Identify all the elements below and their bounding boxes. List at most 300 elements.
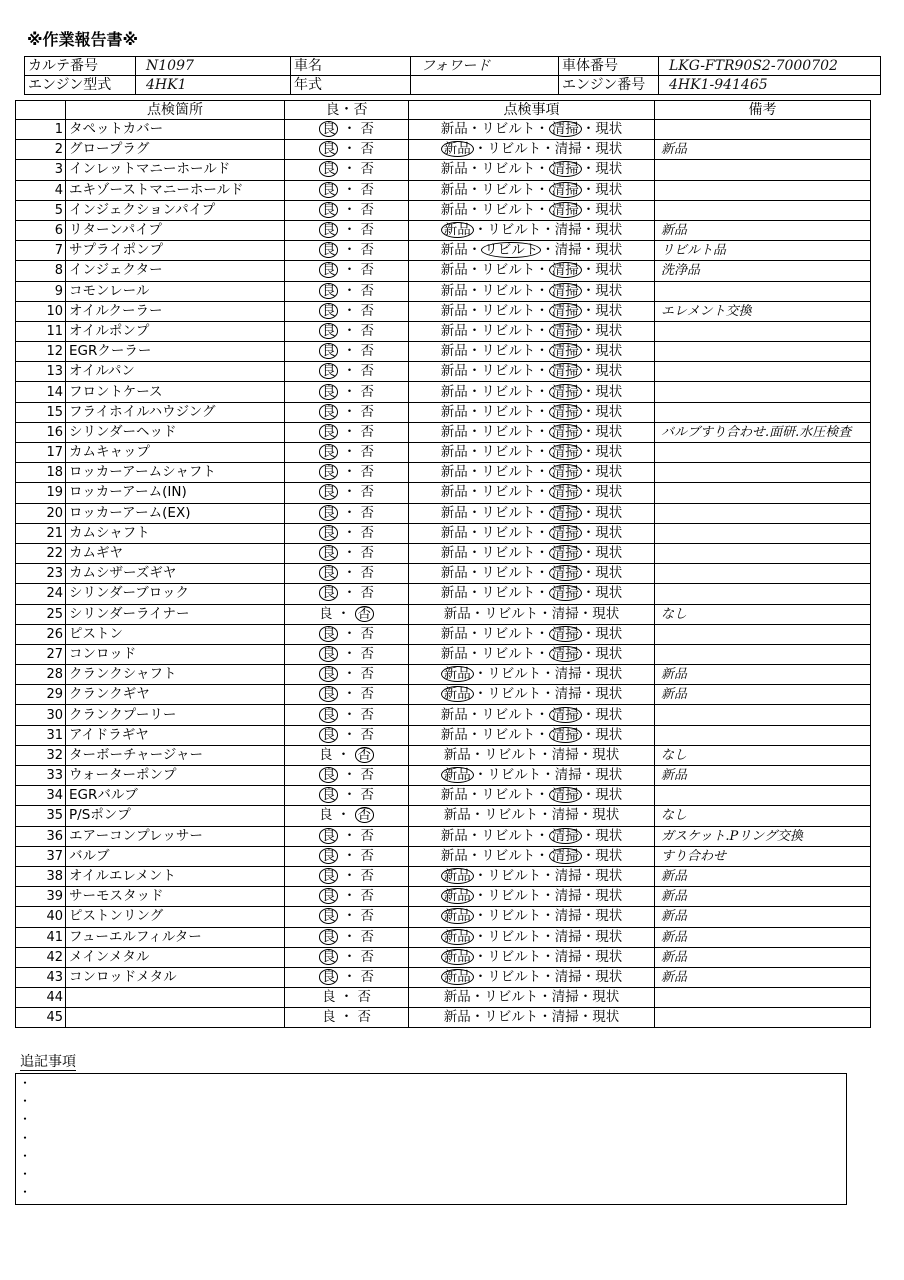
- action-option: 現状: [595, 888, 623, 905]
- table-row: [16, 180, 871, 200]
- table-row: [16, 887, 871, 907]
- action-option: 新品: [440, 585, 468, 602]
- judge-option: 良: [319, 323, 339, 339]
- action-option: 新品: [440, 423, 468, 440]
- action-options: 新品・ リビルト ・清掃・現状: [409, 241, 655, 261]
- action-options: 新品・リビルト・ 清掃 ・現状: [409, 523, 655, 543]
- judge-option: 否: [360, 363, 375, 380]
- judge-option: 良: [319, 686, 339, 702]
- action-option: 清掃: [549, 828, 582, 844]
- judge-option: 良: [319, 384, 339, 400]
- action-option: 現状: [595, 686, 623, 703]
- judge-options: 良 ・ 否: [285, 887, 409, 907]
- table-row: [16, 644, 871, 664]
- action-option: 新品: [440, 403, 468, 420]
- judge-option: 否: [360, 423, 375, 440]
- action-option: 現状: [595, 726, 623, 743]
- row-number: 15: [16, 402, 66, 422]
- row-number: 13: [16, 362, 66, 382]
- judge-option: 良: [319, 404, 339, 420]
- row-number: 1: [16, 120, 66, 140]
- judge-option: 良: [319, 424, 339, 440]
- action-option: 新品: [440, 545, 468, 562]
- remark: [655, 786, 871, 806]
- action-options: 新品・リビルト・ 清掃 ・現状: [409, 301, 655, 321]
- judge-option: 否: [360, 484, 375, 501]
- header-action: 点検事項: [409, 101, 655, 120]
- remark: 新品: [655, 947, 871, 967]
- action-option: 新品: [443, 807, 471, 824]
- action-option: 新品: [441, 141, 474, 157]
- row-number: 24: [16, 584, 66, 604]
- action-option: リビルト: [481, 565, 536, 582]
- action-options: 新品 ・リビルト・清掃・現状: [409, 766, 655, 786]
- judge-option: 否: [357, 989, 372, 1006]
- judge-options: 良 ・ 否: [285, 241, 409, 261]
- action-option: 清掃: [554, 968, 582, 985]
- year-label: 年式: [291, 76, 411, 95]
- judge-options: 良 ・ 否: [285, 745, 409, 765]
- judge-option: 否: [360, 141, 375, 158]
- judge-option: 良: [319, 182, 339, 198]
- table-row: [16, 766, 871, 786]
- judge-option: 否: [360, 322, 375, 339]
- judge-options: 良 ・ 否: [285, 786, 409, 806]
- action-options: 新品・リビルト・ 清掃 ・現状: [409, 564, 655, 584]
- action-option: 現状: [595, 262, 623, 279]
- table-row: [16, 947, 871, 967]
- row-number: 28: [16, 665, 66, 685]
- remark: ガスケット.Pリング交換: [655, 826, 871, 846]
- table-row: [16, 1008, 871, 1028]
- action-option: リビルト: [487, 222, 542, 239]
- action-option: 新品: [440, 201, 468, 218]
- engine-model-label: エンジン型式: [25, 76, 136, 95]
- table-row: [16, 604, 871, 624]
- part-name: コンロッドメタル: [66, 967, 285, 987]
- judge-options: 良 ・ 否: [285, 766, 409, 786]
- judge-option: 良: [319, 666, 339, 682]
- action-option: 現状: [595, 444, 623, 461]
- part-name: ロッカーアーム(EX): [66, 503, 285, 523]
- part-name: オイルクーラー: [66, 301, 285, 321]
- row-number: 19: [16, 483, 66, 503]
- action-options: 新品・リビルト・ 清掃 ・現状: [409, 261, 655, 281]
- row-number: 3: [16, 160, 66, 180]
- row-number: 8: [16, 261, 66, 281]
- part-name: タペットカバー: [66, 120, 285, 140]
- judge-option: 良: [319, 505, 339, 521]
- action-option: 清掃: [549, 424, 582, 440]
- judge-option: 否: [360, 504, 375, 521]
- table-row: [16, 483, 871, 503]
- table-row: [16, 806, 871, 826]
- judge-option: 否: [360, 565, 375, 582]
- action-option: 新品: [440, 121, 468, 138]
- judge-option: 否: [360, 222, 375, 239]
- action-option: 清掃: [551, 807, 579, 824]
- table-row: [16, 120, 871, 140]
- action-options: 新品・リビルト・清掃・現状: [409, 806, 655, 826]
- action-option: 現状: [595, 282, 623, 299]
- remark: [655, 160, 871, 180]
- action-option: 新品: [440, 484, 468, 501]
- row-number: 10: [16, 301, 66, 321]
- action-option: 清掃: [549, 363, 582, 379]
- action-option: リビルト: [481, 706, 536, 723]
- remark: すり合わせ: [655, 846, 871, 866]
- judge-option: 良: [319, 242, 339, 258]
- action-option: リビルト: [487, 888, 542, 905]
- judge-option: 否: [360, 383, 375, 400]
- action-options: 新品・リビルト・ 清掃 ・現状: [409, 705, 655, 725]
- judge-option: 良: [318, 807, 333, 824]
- action-option: 新品: [440, 847, 468, 864]
- judge-option: 良: [319, 888, 339, 904]
- judge-options: 良 ・ 否: [285, 685, 409, 705]
- action-option: 新品: [440, 181, 468, 198]
- action-option: 現状: [595, 524, 623, 541]
- action-option: リビルト: [481, 444, 536, 461]
- judge-option: 良: [319, 767, 339, 783]
- action-option: リビルト: [481, 726, 536, 743]
- action-option: 新品: [440, 242, 468, 259]
- action-option: リビルト: [481, 282, 536, 299]
- action-option: 現状: [592, 605, 620, 622]
- table-row: [16, 584, 871, 604]
- action-option: 現状: [595, 545, 623, 562]
- action-option: 新品: [440, 625, 468, 642]
- judge-options: 良 ・ 否: [285, 200, 409, 220]
- table-row: [16, 422, 871, 442]
- row-number: 22: [16, 543, 66, 563]
- remark: [655, 342, 871, 362]
- judge-option: 否: [360, 444, 375, 461]
- action-option: 清掃: [554, 666, 582, 683]
- action-option: 新品: [440, 363, 468, 380]
- inspection-table: [15, 100, 871, 1028]
- part-name: クランクシャフト: [66, 665, 285, 685]
- row-number: 30: [16, 705, 66, 725]
- remark: なし: [655, 604, 871, 624]
- action-option: 清掃: [554, 928, 582, 945]
- row-number: 44: [16, 988, 66, 1008]
- remark: エレメント交換: [655, 301, 871, 321]
- action-options: 新品・リビルト・ 清掃 ・現状: [409, 180, 655, 200]
- action-option: 新品: [443, 989, 471, 1006]
- chassis-value: LKG-FTR90S2-7000702: [659, 57, 881, 76]
- row-number: 9: [16, 281, 66, 301]
- table-row: [16, 685, 871, 705]
- row-number: 23: [16, 564, 66, 584]
- table-row: [16, 220, 871, 240]
- action-option: 清掃: [549, 545, 582, 561]
- action-option: 清掃: [549, 283, 582, 299]
- part-name: EGRクーラー: [66, 342, 285, 362]
- judge-option: 良: [321, 1009, 336, 1026]
- action-option: 新品: [440, 161, 468, 178]
- notes-line: ・: [19, 1094, 32, 1109]
- action-option: 清掃: [554, 242, 582, 259]
- part-name: P/Sポンプ: [66, 806, 285, 826]
- judge-option: 否: [357, 1009, 372, 1026]
- row-number: 37: [16, 846, 66, 866]
- action-option: 現状: [595, 121, 623, 138]
- action-option: 清掃: [549, 343, 582, 359]
- judge-options: 良 ・ 否: [285, 705, 409, 725]
- judge-option: 否: [360, 585, 375, 602]
- remark: [655, 564, 871, 584]
- judge-option: 良: [319, 727, 339, 743]
- action-option: 現状: [595, 645, 623, 662]
- judge-options: 良 ・ 否: [285, 422, 409, 442]
- action-option: リビルト: [484, 746, 539, 763]
- row-number: 32: [16, 745, 66, 765]
- table-row: [16, 665, 871, 685]
- table-row: [16, 160, 871, 180]
- part-name: ピストンリング: [66, 907, 285, 927]
- car-name-label: 車名: [291, 57, 411, 76]
- action-option: 現状: [595, 928, 623, 945]
- judge-option: 良: [319, 444, 339, 460]
- action-option: 新品: [441, 686, 474, 702]
- judge-option: 否: [360, 868, 375, 885]
- action-option: 新品: [441, 929, 474, 945]
- action-options: 新品・リビルト・清掃・現状: [409, 745, 655, 765]
- action-option: リビルト: [481, 484, 536, 501]
- judge-options: 良 ・ 否: [285, 665, 409, 685]
- row-number: 35: [16, 806, 66, 826]
- judge-option: 良: [319, 525, 339, 541]
- action-option: 新品: [440, 645, 468, 662]
- header-no: [16, 101, 66, 120]
- action-option: 新品: [441, 222, 474, 238]
- action-options: 新品・リビルト・ 清掃 ・現状: [409, 463, 655, 483]
- action-option: 清掃: [549, 787, 582, 803]
- action-options: 新品 ・リビルト・清掃・現状: [409, 947, 655, 967]
- remark: 新品: [655, 927, 871, 947]
- part-name: コモンレール: [66, 281, 285, 301]
- action-option: 現状: [595, 666, 623, 683]
- remark: なし: [655, 745, 871, 765]
- action-option: 現状: [595, 343, 623, 360]
- action-option: 清掃: [549, 525, 582, 541]
- part-name: シリンダーヘッド: [66, 422, 285, 442]
- action-option: 清掃: [549, 585, 582, 601]
- action-option: リビルト: [487, 928, 542, 945]
- judge-option: 良: [319, 929, 339, 945]
- action-option: 清掃: [549, 727, 582, 743]
- part-name: シリンダーライナー: [66, 604, 285, 624]
- part-name: カムシザーズギヤ: [66, 564, 285, 584]
- action-option: リビルト: [481, 201, 536, 218]
- row-number: 17: [16, 443, 66, 463]
- action-option: 現状: [595, 423, 623, 440]
- action-options: 新品・リビルト・ 清掃 ・現状: [409, 362, 655, 382]
- judge-option: 否: [360, 201, 375, 218]
- row-number: 39: [16, 887, 66, 907]
- car-name-value: フォワード: [411, 57, 559, 76]
- table-row: [16, 705, 871, 725]
- part-name: カムキャップ: [66, 443, 285, 463]
- action-option: リビルト: [481, 545, 536, 562]
- part-name: バルブ: [66, 846, 285, 866]
- judge-options: 良 ・ 否: [285, 725, 409, 745]
- judge-option: 良: [319, 707, 339, 723]
- remark: バルブすり合わせ.面研.水圧検査: [655, 422, 871, 442]
- action-options: 新品・リビルト・ 清掃 ・現状: [409, 846, 655, 866]
- table-row: [16, 200, 871, 220]
- action-option: 清掃: [549, 262, 582, 278]
- part-name: オイルエレメント: [66, 866, 285, 886]
- judge-options: 良 ・ 否: [285, 483, 409, 503]
- remark: [655, 382, 871, 402]
- judge-options: 良 ・ 否: [285, 342, 409, 362]
- action-option: リビルト: [481, 302, 536, 319]
- table-row: [16, 503, 871, 523]
- judge-option: 否: [360, 948, 375, 965]
- row-number: 29: [16, 685, 66, 705]
- judge-options: 良 ・ 否: [285, 967, 409, 987]
- action-option: 現状: [595, 201, 623, 218]
- judge-option: 否: [360, 726, 375, 743]
- notes-line: ・: [19, 1076, 32, 1090]
- judge-option: 良: [319, 484, 339, 500]
- action-option: 新品: [441, 666, 474, 682]
- action-options: 新品 ・リビルト・清掃・現状: [409, 140, 655, 160]
- judge-option: 良: [319, 626, 339, 642]
- action-option: リビルト: [481, 585, 536, 602]
- action-option: 清掃: [549, 323, 582, 339]
- action-option: 新品: [441, 969, 474, 985]
- action-options: 新品・リビルト・ 清掃 ・現状: [409, 483, 655, 503]
- table-row: [16, 826, 871, 846]
- action-option: リビルト: [487, 666, 542, 683]
- table-header-row: [16, 101, 871, 120]
- remark: 新品: [655, 220, 871, 240]
- row-number: 12: [16, 342, 66, 362]
- action-option: 清掃: [554, 686, 582, 703]
- judge-option: 否: [360, 181, 375, 198]
- action-option: リビルト: [487, 868, 542, 885]
- row-number: 41: [16, 927, 66, 947]
- notes-line: ・: [19, 1148, 32, 1163]
- row-number: 16: [16, 422, 66, 442]
- action-option: 新品: [441, 908, 474, 924]
- notes-label: 追記事項: [20, 1054, 76, 1070]
- table-row: [16, 564, 871, 584]
- action-option: 現状: [595, 403, 623, 420]
- remark: [655, 584, 871, 604]
- karte-label: カルテ番号: [25, 57, 136, 76]
- action-option: リビルト: [481, 161, 536, 178]
- action-option: 新品: [440, 282, 468, 299]
- judge-option: 否: [360, 888, 375, 905]
- action-option: 清掃: [549, 182, 582, 198]
- judge-options: 良 ・ 否: [285, 907, 409, 927]
- action-option: リビルト: [481, 322, 536, 339]
- action-option: リビルト: [481, 181, 536, 198]
- judge-option: 否: [360, 625, 375, 642]
- action-option: リビルト: [481, 383, 536, 400]
- judge-option: 否: [360, 464, 375, 481]
- remark: リビルト品: [655, 241, 871, 261]
- action-option: リビルト: [484, 807, 539, 824]
- action-option: 清掃: [549, 484, 582, 500]
- action-option: リビルト: [484, 605, 539, 622]
- judge-options: 良 ・ 否: [285, 846, 409, 866]
- judge-options: 良 ・ 否: [285, 301, 409, 321]
- remark: [655, 180, 871, 200]
- action-option: 現状: [595, 363, 623, 380]
- row-number: 21: [16, 523, 66, 543]
- action-option: リビルト: [487, 968, 542, 985]
- action-option: 新品: [443, 746, 471, 763]
- table-row: [16, 443, 871, 463]
- part-name: カムシャフト: [66, 523, 285, 543]
- action-option: 現状: [595, 968, 623, 985]
- action-options: 新品・リビルト・ 清掃 ・現状: [409, 342, 655, 362]
- part-name: ウォーターポンプ: [66, 766, 285, 786]
- action-option: 新品: [440, 383, 468, 400]
- judge-options: 良 ・ 否: [285, 644, 409, 664]
- notes-line: ・: [19, 1166, 32, 1181]
- part-name: サプライポンプ: [66, 241, 285, 261]
- table-row: [16, 463, 871, 483]
- part-name: フロントケース: [66, 382, 285, 402]
- judge-option: 良: [319, 283, 339, 299]
- action-options: 新品・リビルト・ 清掃 ・現状: [409, 644, 655, 664]
- action-options: 新品 ・リビルト・清掃・現状: [409, 685, 655, 705]
- action-options: 新品 ・リビルト・清掃・現状: [409, 866, 655, 886]
- table-row: [16, 382, 871, 402]
- action-option: 現状: [592, 989, 620, 1006]
- remark: [655, 543, 871, 563]
- action-options: 新品 ・リビルト・清掃・現状: [409, 927, 655, 947]
- remark: 新品: [655, 967, 871, 987]
- action-option: リビルト: [481, 464, 536, 481]
- action-option: 現状: [595, 504, 623, 521]
- table-row: [16, 321, 871, 341]
- table-row: [16, 927, 871, 947]
- row-number: 38: [16, 866, 66, 886]
- part-name: グロープラグ: [66, 140, 285, 160]
- row-number: 7: [16, 241, 66, 261]
- document-title: ※作業報告書※: [27, 30, 139, 49]
- judge-options: 良 ・ 否: [285, 180, 409, 200]
- judge-options: 良 ・ 否: [285, 402, 409, 422]
- part-name: エキゾーストマニーホールド: [66, 180, 285, 200]
- judge-option: 否: [360, 282, 375, 299]
- judge-options: 良 ・ 否: [285, 826, 409, 846]
- remark: [655, 321, 871, 341]
- judge-option: 否: [360, 706, 375, 723]
- action-option: 現状: [592, 1009, 620, 1026]
- judge-option: 否: [360, 343, 375, 360]
- judge-options: 良 ・ 否: [285, 604, 409, 624]
- action-option: 新品: [440, 504, 468, 521]
- part-name: フューエルフィルター: [66, 927, 285, 947]
- action-option: 現状: [595, 464, 623, 481]
- action-option: 清掃: [554, 141, 582, 158]
- row-number: 27: [16, 644, 66, 664]
- action-option: 新品: [441, 949, 474, 965]
- judge-option: 否: [360, 968, 375, 985]
- judge-option: 否: [360, 787, 375, 804]
- header-table: [24, 56, 881, 95]
- action-option: リビルト: [481, 625, 536, 642]
- action-option: 清掃: [549, 565, 582, 581]
